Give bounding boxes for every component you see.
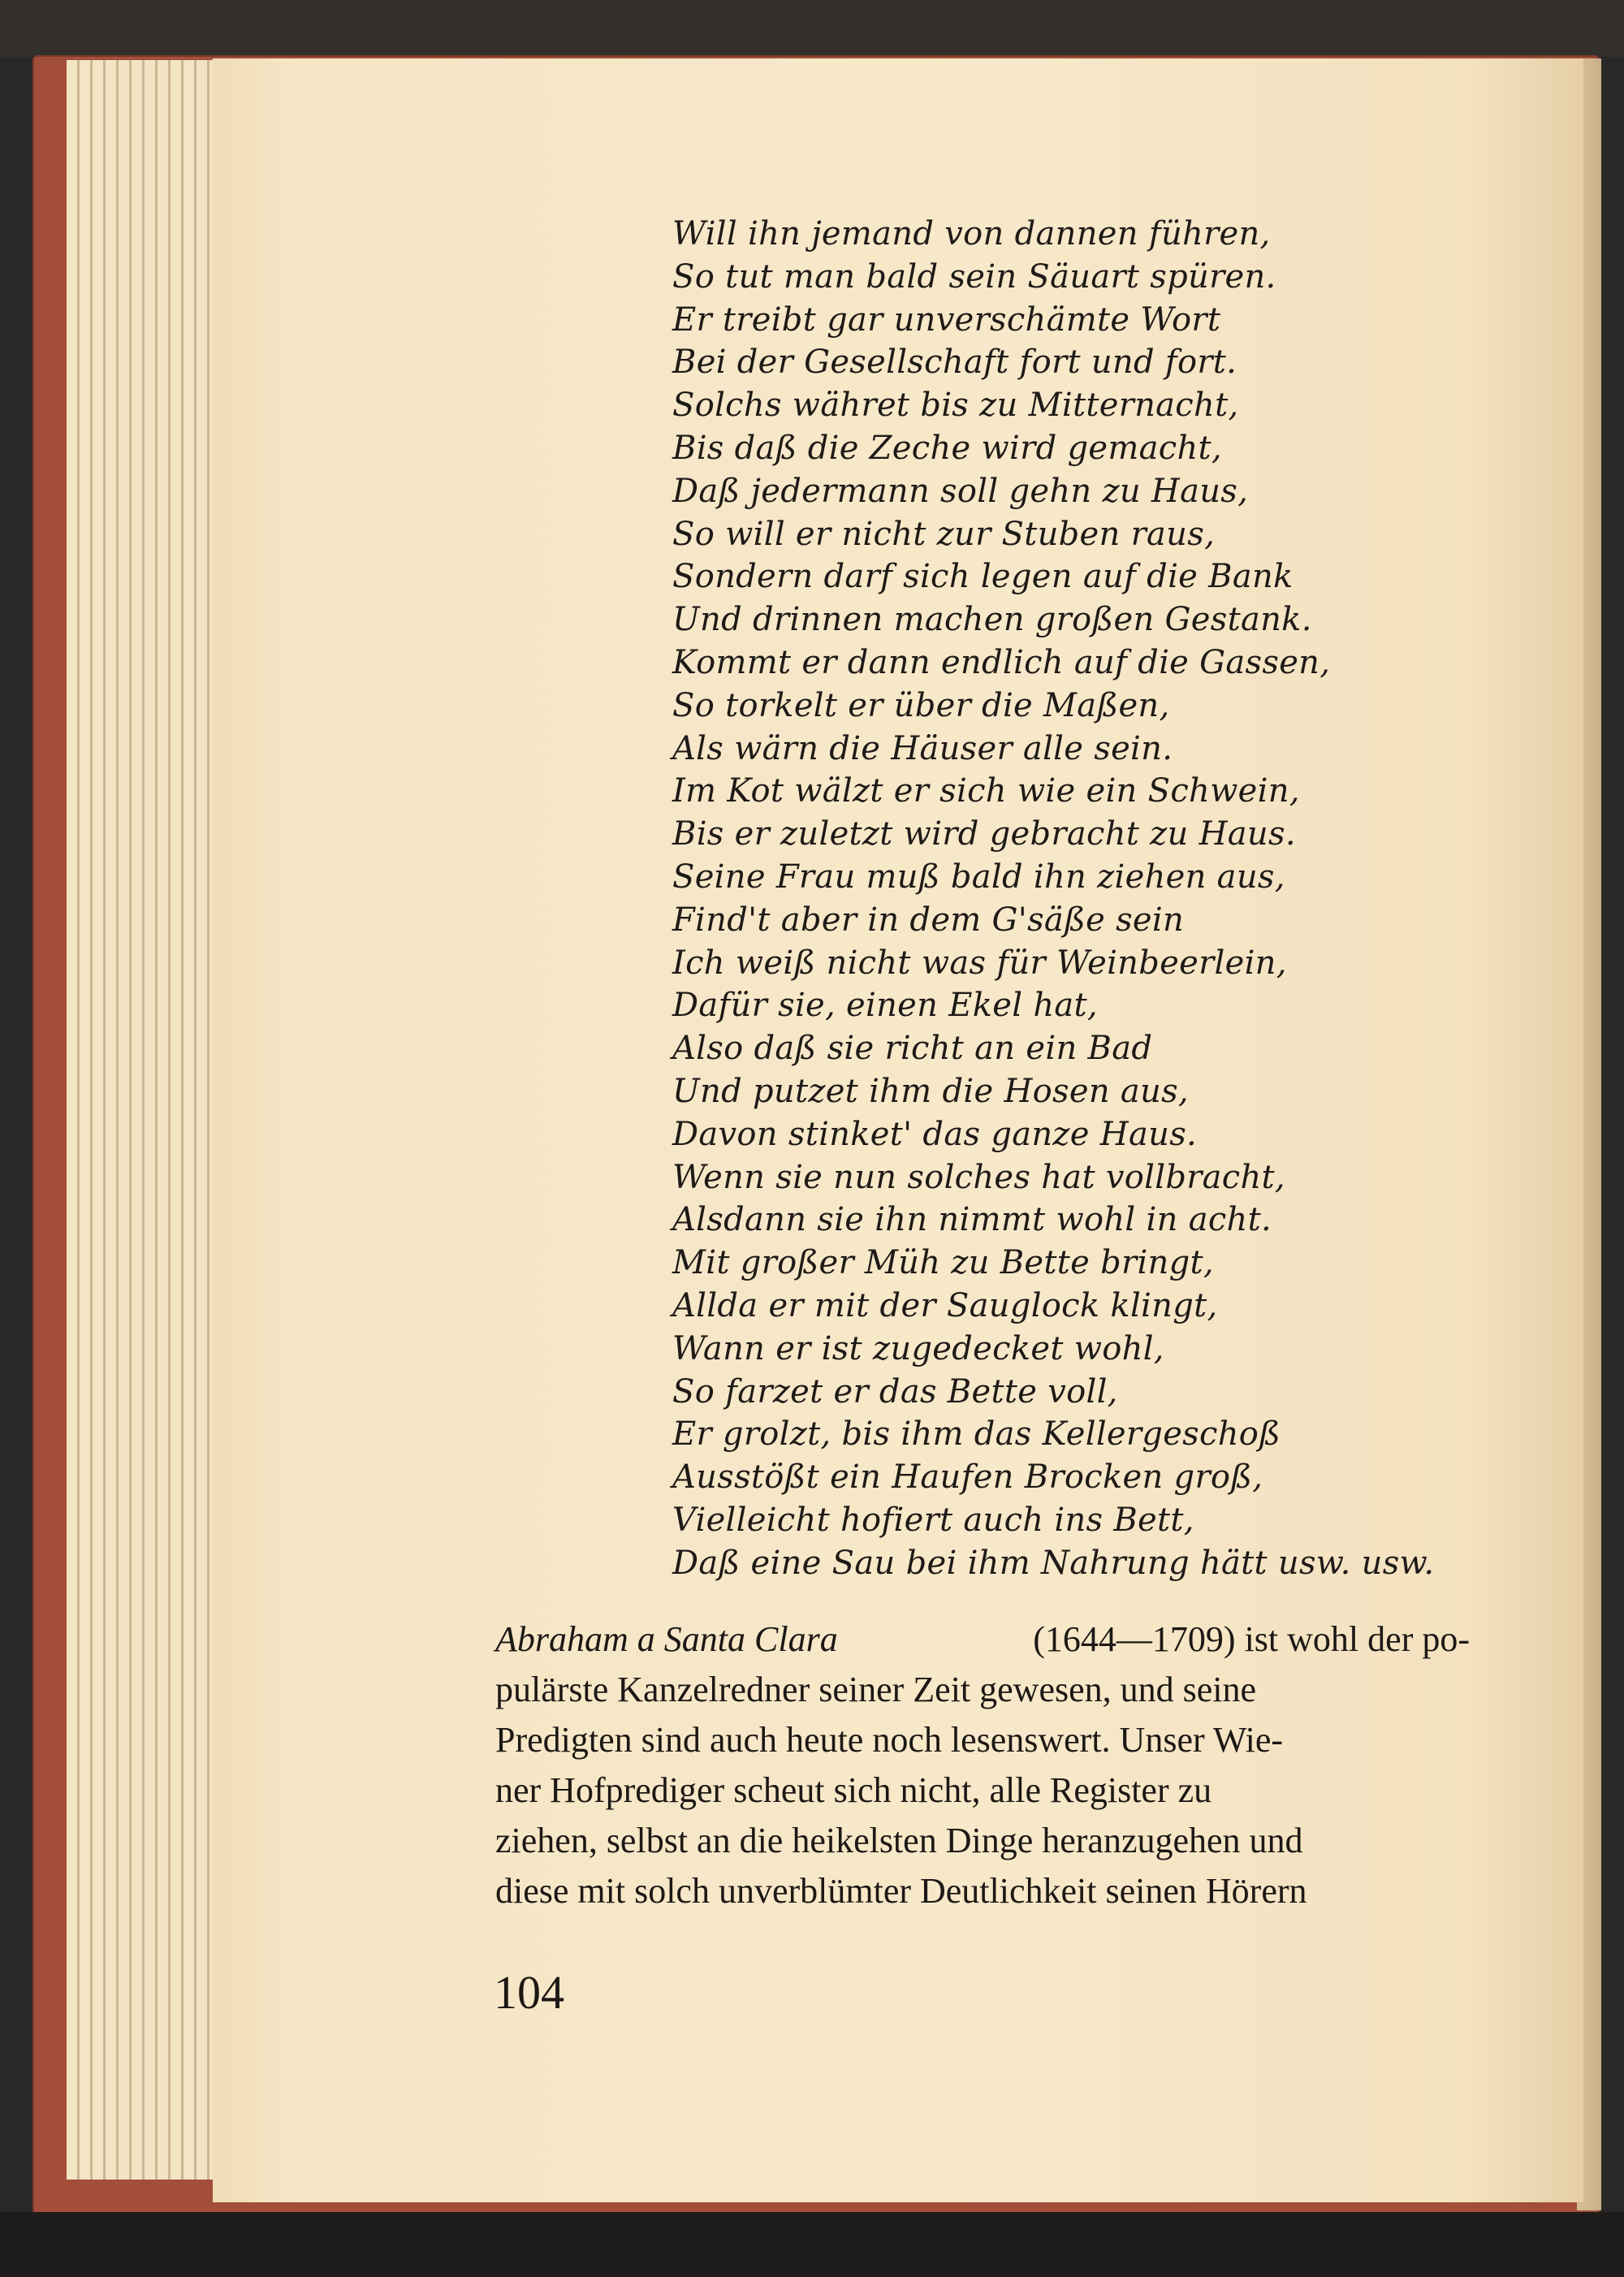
- prose-line-rest: (1644—1709) ist wohl der po-: [1033, 1619, 1470, 1659]
- prose-line: Predigten sind auch heute noch lesenswert. Unser Wie-: [495, 1720, 1284, 1760]
- prose-line: [495, 1614, 1470, 1665]
- poem-block: [672, 213, 1435, 1585]
- prose-paragraph: [495, 1614, 1470, 1916]
- poem-line: Im Kot wälzt er sich wie ein Schwein,: [672, 772, 1300, 810]
- poem-line: Er treibt gar unverschämte Wort: [672, 300, 1221, 339]
- page-number: 104: [494, 1966, 564, 2019]
- poem-line: Seine Frau muß bald ihn ziehen aus,: [672, 858, 1285, 896]
- poem-line: Mit großer Müh zu Bette bringt,: [672, 1244, 1214, 1282]
- poem-line: Daß jedermann soll gehn zu Haus,: [672, 472, 1249, 510]
- poem-line: Vielleicht hofiert auch ins Bett,: [672, 1501, 1194, 1539]
- poem-line: So will er nicht zur Stuben raus,: [672, 515, 1216, 553]
- poem-line: Er grolzt, bis ihm das Kellergeschoß: [672, 1415, 1281, 1454]
- poem-line: Und putzet ihm die Hosen aus,: [672, 1072, 1189, 1110]
- poem-line: Und drinnen machen großen Gestank.: [672, 601, 1312, 639]
- prose-line: pulärste Kanzelredner seiner Zeit gewesen, und seine: [495, 1670, 1257, 1709]
- poem-line: Allda er mit der Sauglock klingt,: [672, 1286, 1218, 1324]
- prose-line: ziehen, selbst an die heikelsten Dinge heranzugehen und: [495, 1821, 1303, 1860]
- poem-line: Ich weiß nicht was für Weinbeerlein,: [672, 944, 1287, 982]
- poem-line: Als wärn die Häuser alle sein.: [672, 729, 1173, 767]
- page-edges: [67, 60, 221, 2180]
- author-name: Abraham a Santa Clara: [495, 1619, 838, 1659]
- poem-line: Bis daß die Zeche wird gemacht,: [672, 429, 1222, 467]
- prose-line: ner Hofprediger scheut sich nicht, alle Register zu: [495, 1770, 1212, 1810]
- backdrop-top: [0, 0, 1624, 57]
- poem-line: Alsdann sie ihn nimmt wohl in acht.: [672, 1201, 1272, 1239]
- poem-line: Sondern darf sich legen auf die Bank: [672, 558, 1294, 596]
- poem-line: Bis er zuletzt wird gebracht zu Haus.: [672, 815, 1296, 853]
- prose-line: diese mit solch unverblümter Deutlichkeit seinen Hörern: [495, 1871, 1307, 1911]
- poem-line: Will ihn jemand von dannen führen,: [672, 215, 1271, 253]
- backdrop-bottom: [0, 2212, 1624, 2277]
- poem-line: Davon stinket' das ganze Haus.: [672, 1115, 1198, 1153]
- poem-line: Dafür sie, einen Ekel hat,: [672, 987, 1098, 1025]
- poem-line: Wann er ist zugedecket wohl,: [672, 1329, 1164, 1367]
- poem-line: Ausstößt ein Haufen Brocken groß,: [672, 1458, 1263, 1497]
- poem-line: Daß eine Sau bei ihm Nahrung hätt usw. usw.: [672, 1544, 1435, 1582]
- poem-line: Kommt er dann endlich auf die Gassen,: [672, 643, 1331, 681]
- poem-line: Also daß sie richt an ein Bad: [672, 1030, 1153, 1068]
- poem-line: Bei der Gesellschaft fort und fort.: [672, 343, 1237, 382]
- poem-line: So torkelt er über die Maßen,: [672, 686, 1170, 724]
- poem-line: Solchs währet bis zu Mitternacht,: [672, 387, 1239, 425]
- poem-line: Wenn sie nun solches hat vollbracht,: [672, 1158, 1285, 1196]
- poem-line: So tut man bald sein Säuart spüren.: [672, 257, 1276, 296]
- poem-line: So farzet er das Bette voll,: [672, 1372, 1118, 1411]
- poem-line: Find't aber in dem G'säße sein: [672, 901, 1185, 939]
